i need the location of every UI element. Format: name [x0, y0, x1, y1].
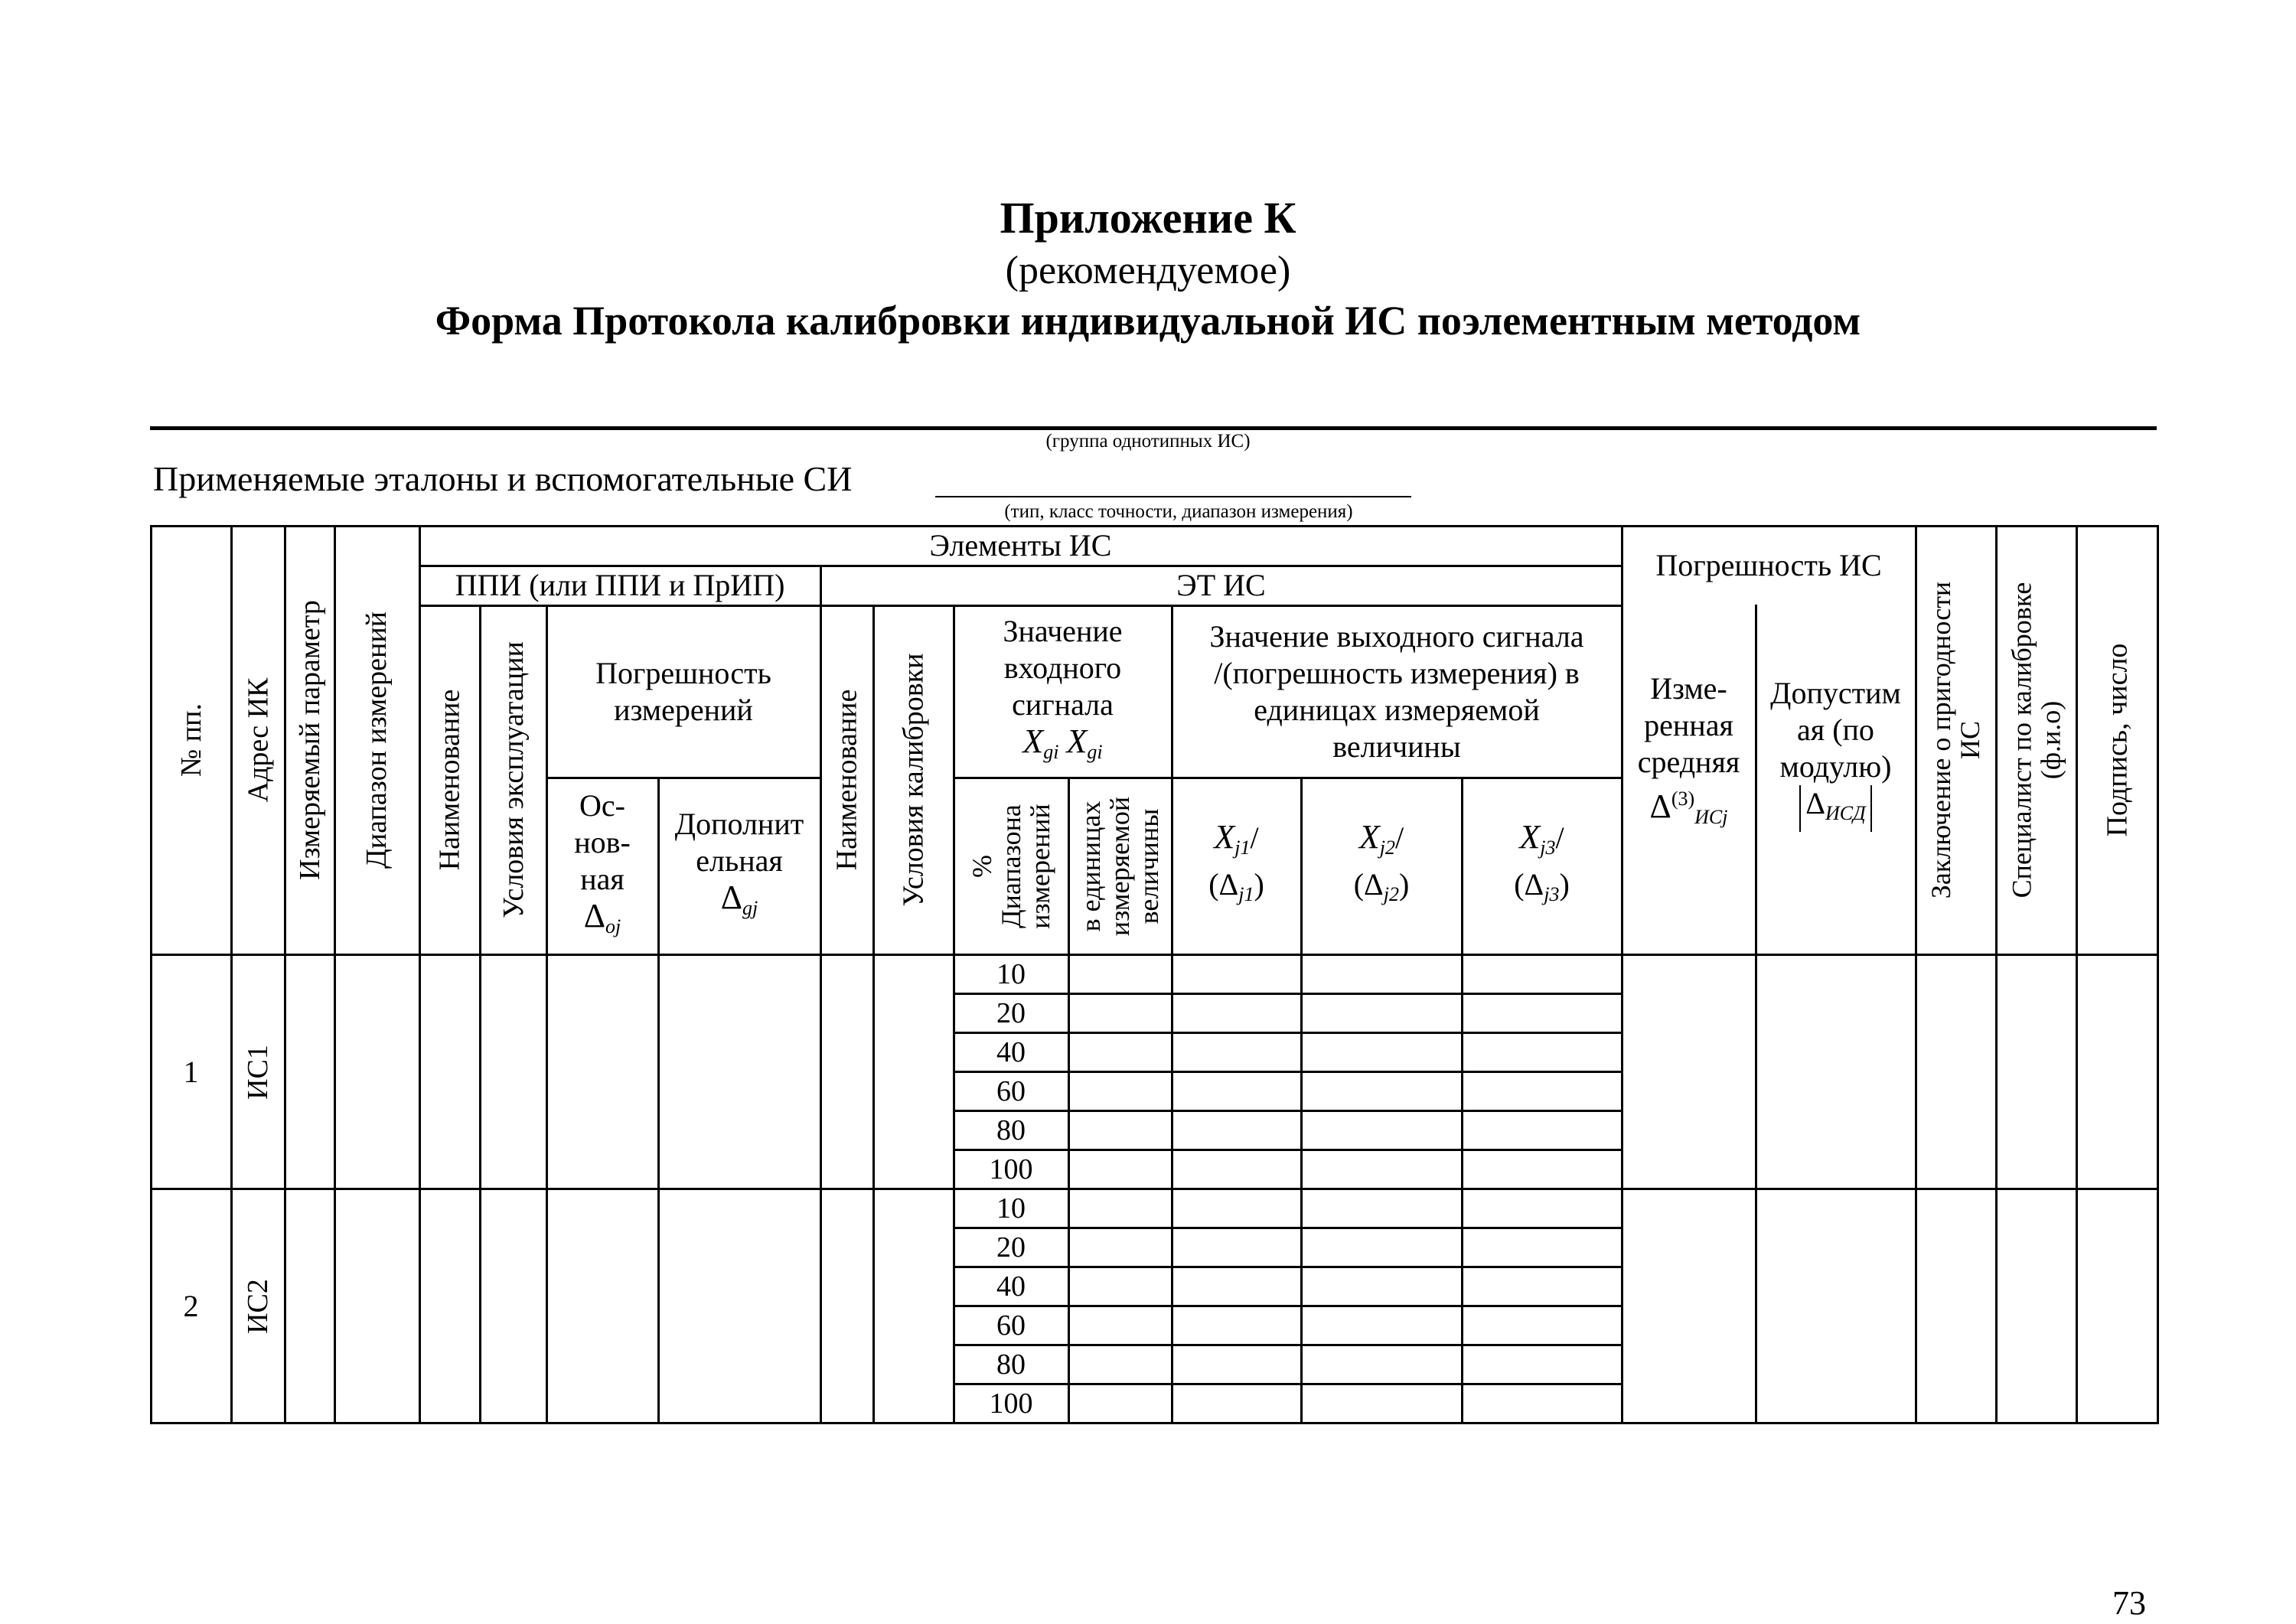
col-no-label: № пп.: [174, 703, 207, 777]
page-subtitle: (рекомендуемое): [1005, 249, 1291, 292]
col-output-line-2: /(погрешность измерения) в: [1214, 655, 1580, 690]
col-input-units-header: [1069, 778, 1171, 954]
col-specialist-label: [2007, 582, 2066, 898]
col-additional-sub: gj: [742, 896, 758, 919]
col-input-units-label: [1077, 796, 1164, 935]
group-caption: (группа однотипных ИС): [1045, 431, 1251, 452]
col-ppi-conditions-header: [481, 606, 546, 954]
col-input-sub-2: gi: [1087, 740, 1103, 763]
col-et-conditions-label: Условия калибровки: [897, 653, 930, 907]
col-allowed-symbol: Δ: [1805, 785, 1826, 820]
row-1-percent-6: 100: [989, 1153, 1033, 1185]
group-et-header: ЭТ ИС: [1176, 568, 1266, 602]
col-output-line-4: величины: [1332, 729, 1461, 764]
col-conclusion-header: [1916, 527, 1995, 954]
col-input-percent-line-3: измерений: [1025, 803, 1056, 929]
col-x3-header: $X_{j3}/$ $(\Delta_{j3})$: [1514, 818, 1570, 905]
row-2-percent-2: 20: [996, 1231, 1026, 1264]
col-input-line-3: сигнала: [1012, 686, 1114, 722]
col-x2-slash: /: [1395, 820, 1404, 855]
col-input-units-line-3: величины: [1133, 808, 1165, 924]
col-et-name-label: Наименование: [830, 689, 863, 871]
row-2-percent-4: 60: [996, 1309, 1026, 1342]
col-input-percent-line-2: Диапазона: [996, 804, 1027, 928]
row-2-address: [232, 1190, 284, 1422]
row-2-no: 2: [183, 1288, 199, 1323]
col-additional-line-1: Дополнит: [674, 806, 804, 841]
col-parameter-header: [285, 527, 334, 954]
col-x2-delta: Δ: [1364, 867, 1384, 902]
col-measured-sub: ИСj: [1694, 806, 1728, 828]
col-input-units-line-2: измеряемой: [1104, 796, 1136, 936]
header-bottom-line: [150, 954, 2157, 956]
col-allowed-header: [1756, 606, 1915, 954]
row-1-percent-1: 10: [996, 958, 1026, 990]
row-1-percent-2: 20: [996, 997, 1026, 1029]
col-additional-symbol: Δ: [720, 878, 743, 916]
col-x2-delta-sub: j2: [1383, 883, 1399, 905]
col-basic-line-1: Ос-: [579, 788, 625, 823]
col-additional-line-2: ельная: [696, 843, 783, 878]
page-number: 73: [2112, 1584, 2146, 1622]
etalons-label: Применяемые эталоны и вспомогательные СИ: [153, 459, 853, 498]
col-output-header: [1172, 606, 1621, 777]
row-1-no: 1: [183, 1054, 199, 1089]
col-output-line-1: Значение выходного сигнала: [1209, 618, 1584, 654]
group-elements-header: Элементы ИС: [929, 528, 1112, 563]
table-right-border: [2157, 525, 2159, 1424]
form-heading: Форма Протокола калибровки индивидуальной ИС поэлементным методом: [435, 298, 1861, 344]
col-conclusion-label: [1927, 582, 1985, 898]
group-error-header: Погрешность ИС: [1655, 548, 1882, 582]
col-basic-sub: oj: [605, 915, 621, 938]
row-1-percent-5: 80: [996, 1114, 1026, 1146]
col-specialist-header: [1997, 527, 2076, 954]
col-x1-delta-sub: j1: [1238, 883, 1254, 905]
col-output-line-3: единицах измеряемой: [1254, 692, 1540, 727]
col-signature-label: Подпись, число: [2101, 643, 2134, 837]
col-input-percent-label: [967, 804, 1055, 929]
col-allowed-sub: ИСД: [1825, 801, 1866, 824]
col-basic-symbol: Δ: [583, 896, 606, 934]
col-conclusion-line-1: Заключение о пригодности: [1926, 581, 1957, 899]
col-specialist-line-2: (ф.и.о): [2035, 700, 2066, 780]
col-ppi-conditions-label: Условия эксплуатации: [497, 641, 530, 918]
col-range-header: [335, 527, 419, 954]
block-separator: [150, 1188, 2157, 1190]
group-ppi-header: ППИ (или ППИ и ПрИП): [455, 568, 785, 602]
row-1-percent-4: 60: [996, 1075, 1026, 1107]
row-1-address-label: ИС1: [242, 1044, 275, 1100]
col-x2-symbol: X: [1358, 818, 1380, 856]
col-x3-sub: j3: [1540, 836, 1556, 859]
row-2-percent-6: 100: [989, 1388, 1033, 1420]
col-et-conditions-header: [874, 606, 953, 954]
col-basic-line-3: ная: [580, 861, 625, 896]
col-input-header: [954, 606, 1171, 777]
row-2-percent-3: 40: [996, 1270, 1026, 1303]
col-address-label: Адрес ИК: [242, 677, 274, 803]
col-additional-header: [659, 778, 820, 954]
col-input-percent-header: [954, 778, 1068, 954]
col-no-header: [152, 527, 230, 954]
col-x2-header: $X_{j2}/$ $(\Delta_{j2})$: [1353, 818, 1410, 905]
etalons-fill-line[interactable]: [935, 496, 1411, 497]
col-x3-slash: /: [1555, 820, 1564, 855]
col-x3-delta-sub: j3: [1544, 883, 1560, 905]
col-input-sub-1: gi: [1043, 740, 1059, 763]
col-input-percent-line-1: %: [967, 854, 998, 878]
col-input-symbol-2: X: [1066, 722, 1088, 760]
row-1-address: [232, 956, 284, 1188]
col-allowed-line-3: модулю): [1779, 748, 1892, 784]
col-allowed-line-1: Допустим: [1770, 675, 1901, 710]
col-ppi-name-header: [420, 606, 479, 954]
col-range-label: Диапазон измерений: [360, 611, 393, 869]
col-measured-line-2: ренная: [1644, 708, 1733, 742]
col-parameter-label: Измеряемый параметр: [293, 600, 326, 880]
col-measured-sup: (3): [1671, 788, 1695, 810]
table-bottom-border: [150, 1422, 2159, 1424]
col-input-line-2: входного: [1003, 650, 1122, 685]
col-ppi-error-header: Погрешность измерений: [595, 655, 771, 727]
col-ppi-name-label: Наименование: [433, 689, 466, 871]
col-basic-line-2: нов-: [574, 824, 631, 859]
row-2-address-label: ИС2: [242, 1278, 275, 1334]
col-specialist-line-1: Специалист по калибровке: [2006, 582, 2037, 898]
col-input-symbol-1: X: [1022, 722, 1044, 760]
col-measured-header: [1623, 606, 1755, 954]
etalons-caption: (тип, класс точности, диапазон измерения): [1004, 501, 1353, 522]
col-x1-slash: /: [1250, 820, 1259, 855]
col-measured-symbol: Δ: [1649, 788, 1671, 825]
col-x2-sub: j2: [1379, 836, 1395, 859]
col-signature-header: [2077, 527, 2157, 954]
col-measured-line-1: Изме-: [1650, 671, 1727, 706]
col-x1-header: $X_{j1}/$ $(\Delta_{j1})$: [1208, 818, 1264, 905]
col-x3-delta: Δ: [1524, 867, 1544, 902]
row-1-percent-3: 40: [996, 1036, 1026, 1068]
col-address-header: [232, 527, 284, 954]
col-x1-sub: j1: [1234, 836, 1251, 859]
col-allowed-line-2: ая (по: [1797, 712, 1874, 747]
col-measured-line-3: средняя: [1637, 745, 1740, 779]
col-input-units-line-1: в единицах: [1075, 801, 1107, 931]
col-et-name-header: [821, 606, 872, 954]
col-basic-header: [547, 778, 657, 954]
col-conclusion-line-2: ИС: [1955, 721, 1986, 760]
col-x1-delta: Δ: [1218, 867, 1239, 902]
col-input-line-1: Значение: [1003, 613, 1123, 648]
page-title: Приложение К: [1000, 193, 1296, 243]
row-2-percent-5: 80: [996, 1348, 1026, 1381]
col-x1-symbol: X: [1214, 818, 1235, 856]
row-2-percent-1: 10: [996, 1192, 1026, 1225]
col-x3-symbol: X: [1519, 818, 1541, 856]
